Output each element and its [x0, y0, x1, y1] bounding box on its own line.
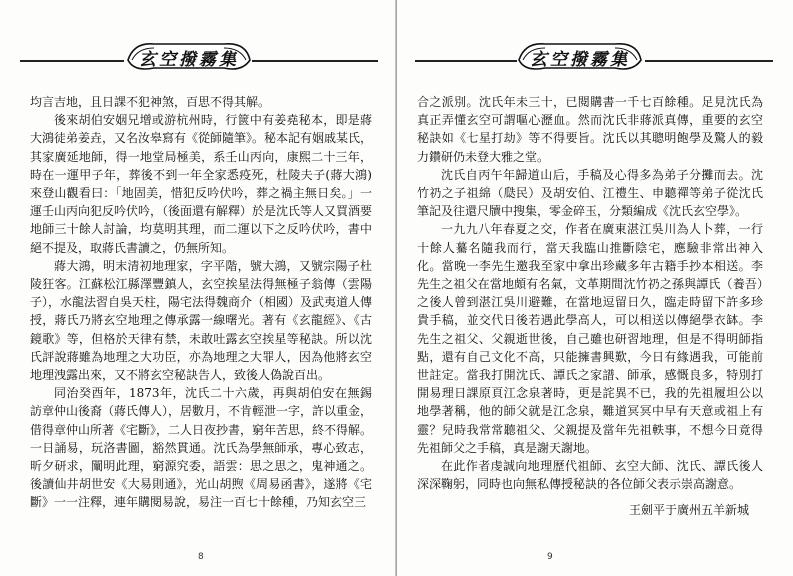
author-signature: 王劍平于廣州五羊新城: [628, 503, 749, 518]
header-rule-left: [415, 60, 517, 62]
paragraph: 同治癸酉年，1873年，沈氏二十六歲，再與胡伯安在無錫訪章仲山後裔（蔣氏傳人），居數月，不肯輕泄一字，許以重金，借得章仲山所著《宅斷》，二人日夜抄書，窮年苦思，終不得解。一日誦易，玩洛書圖，豁然貫通。沈氏為學無師承，專心致志，昕夕研求，闡明此理，窮源究委，語雲：思之思之，鬼神通之。後讀仙井胡世安《大易則通》，光山胡煦《周易函書》，遂將《宅斷》一一注釋，連年購閱易說，易注一百七十餘種，乃知玄空三: [30, 386, 373, 510]
left-page: [0, 0, 396, 576]
paragraph: 一九九八年春夏之交，作者在廣東湛江吳川為人卜葬，一行十餘人驀名隨我而行，當天我臨山推斷陰宅，應驗非常出神入化。當晚一李先生邀我至家中拿出珍藏多年古籍手抄本相送。李先生之祖父在當地頗有名氣，文革期間沈竹礽之孫與譚氏（養吾）之後人曾到湛江吳川避難，在當地逗留日久，臨走時留下許多珍貴手稿，並交代日後若遇此學高人，可以相送以傳絕學衣缽。李先生之祖父、父親逝世後，自己雖也研習地理，但是不得明師指點，還有自己文化不高，只能擁書興歎，今日有緣遇我，可能前世註定。當我打開沈氏、譚氏之家譜、師承，感慨良多，特別打開易理日課原頁江念泉著時，更是詫異不已，我的先祖履坦公以地學著稱，他的師父就是江念泉，難道冥冥中早有天意或祖上有靈？兒時我常常聽祖父、父親提及當年先祖軼事，不想今日竟得先祖師父之手稿，真是謝天謝地。: [417, 222, 763, 455]
paragraph: 均言吉地，且日課不犯神煞，百思不得其解。: [30, 95, 271, 109]
title-banner: [124, 38, 254, 74]
header-rule-right: [252, 60, 378, 62]
page-number: 8: [198, 552, 204, 562]
paragraph: 後來胡伯安姻兄增或游杭州時，行篋中有姜堯秘本，即是蔣大鴻徒弟姜垚，又名汝皋寫有《從師隨筆》。秘本記有姻戚某氏，其家廣延地師，得一地堂局極美，系壬山丙向，康熙二十三年，時在一運甲子年，葬後不到一年全家悉疫死，杜陵夫子(蔣大鴻)來登山觀看曰：「地固美，惜犯反吟伏吟，葬之禍主無日矣。」一運壬山丙向犯反吟伏吟，（後面還有解釋）於是沈氏等人又買酒要地師三十餘人討論，均莫明其理，而二運以下之反吟伏吟，書中絕不提及，取蔣氏書讀之，仍無所知。: [30, 113, 373, 255]
page-title: 玄空撥霧集: [139, 50, 239, 70]
paragraph: 沈氏自丙午年歸道山后，手稿及心得多為弟子分攤而去。沈竹礽之子祖綿（瓞民）及胡安伯、江禮生、申聽禪等弟子從沈氏筆記及往還尺牘中搜集，零金碎玉，分類編成《沈氏玄空學》。: [417, 167, 763, 219]
page-title: 玄空撥霧集: [530, 50, 630, 70]
paragraph: 在此作者虔誠向地理歷代祖師、玄空大師、沈氏、譚氏後人深深鞠躬，同時也向無私傳授秘訣的各位師父表示崇高謝意。: [417, 459, 763, 492]
header-rule-right: [645, 60, 773, 62]
page-number: 9: [547, 552, 553, 562]
paragraph: 合之派別。沈氏年未三十，已閱購書一千七百餘種。足見沈氏為真正弄懂玄空可謂嘔心瀝血。然而沈氏非蔣派真傳，重要的玄空秘訣如《七星打劫》等不得要旨。沈氏以其聰明飽學及驚人的毅力鑽研仍未登大雅之堂。: [417, 95, 763, 164]
title-banner: [515, 38, 645, 74]
paragraph: 蔣大鴻，明末清初地理家，字平階，號大鴻，又號宗陽子杜陵狂客。江蘇松江縣澤豐鎮人，玄空挨星法得無極子翁傳（雲陽子），水龍法習自吳天柱，陽宅法得魏商介（相國）及武夷道人傳授，蔣氏乃將玄空地理之傳承露一線曙光。著有《玄龍經》、《古鏡歌》等，但格於天律有禁，未敢吐露玄空挨星等秘訣。所以沈氏評說蔣雖為地理之大功臣，亦為地理之大罪人，因為他將玄空地理洩露出來，又不將玄空秘訣告人，致後人偽說百出。: [30, 258, 373, 383]
right-page: [397, 0, 793, 576]
right-body-text: [417, 93, 763, 520]
left-body-text: [30, 93, 372, 512]
header-rule-left: [20, 60, 124, 62]
